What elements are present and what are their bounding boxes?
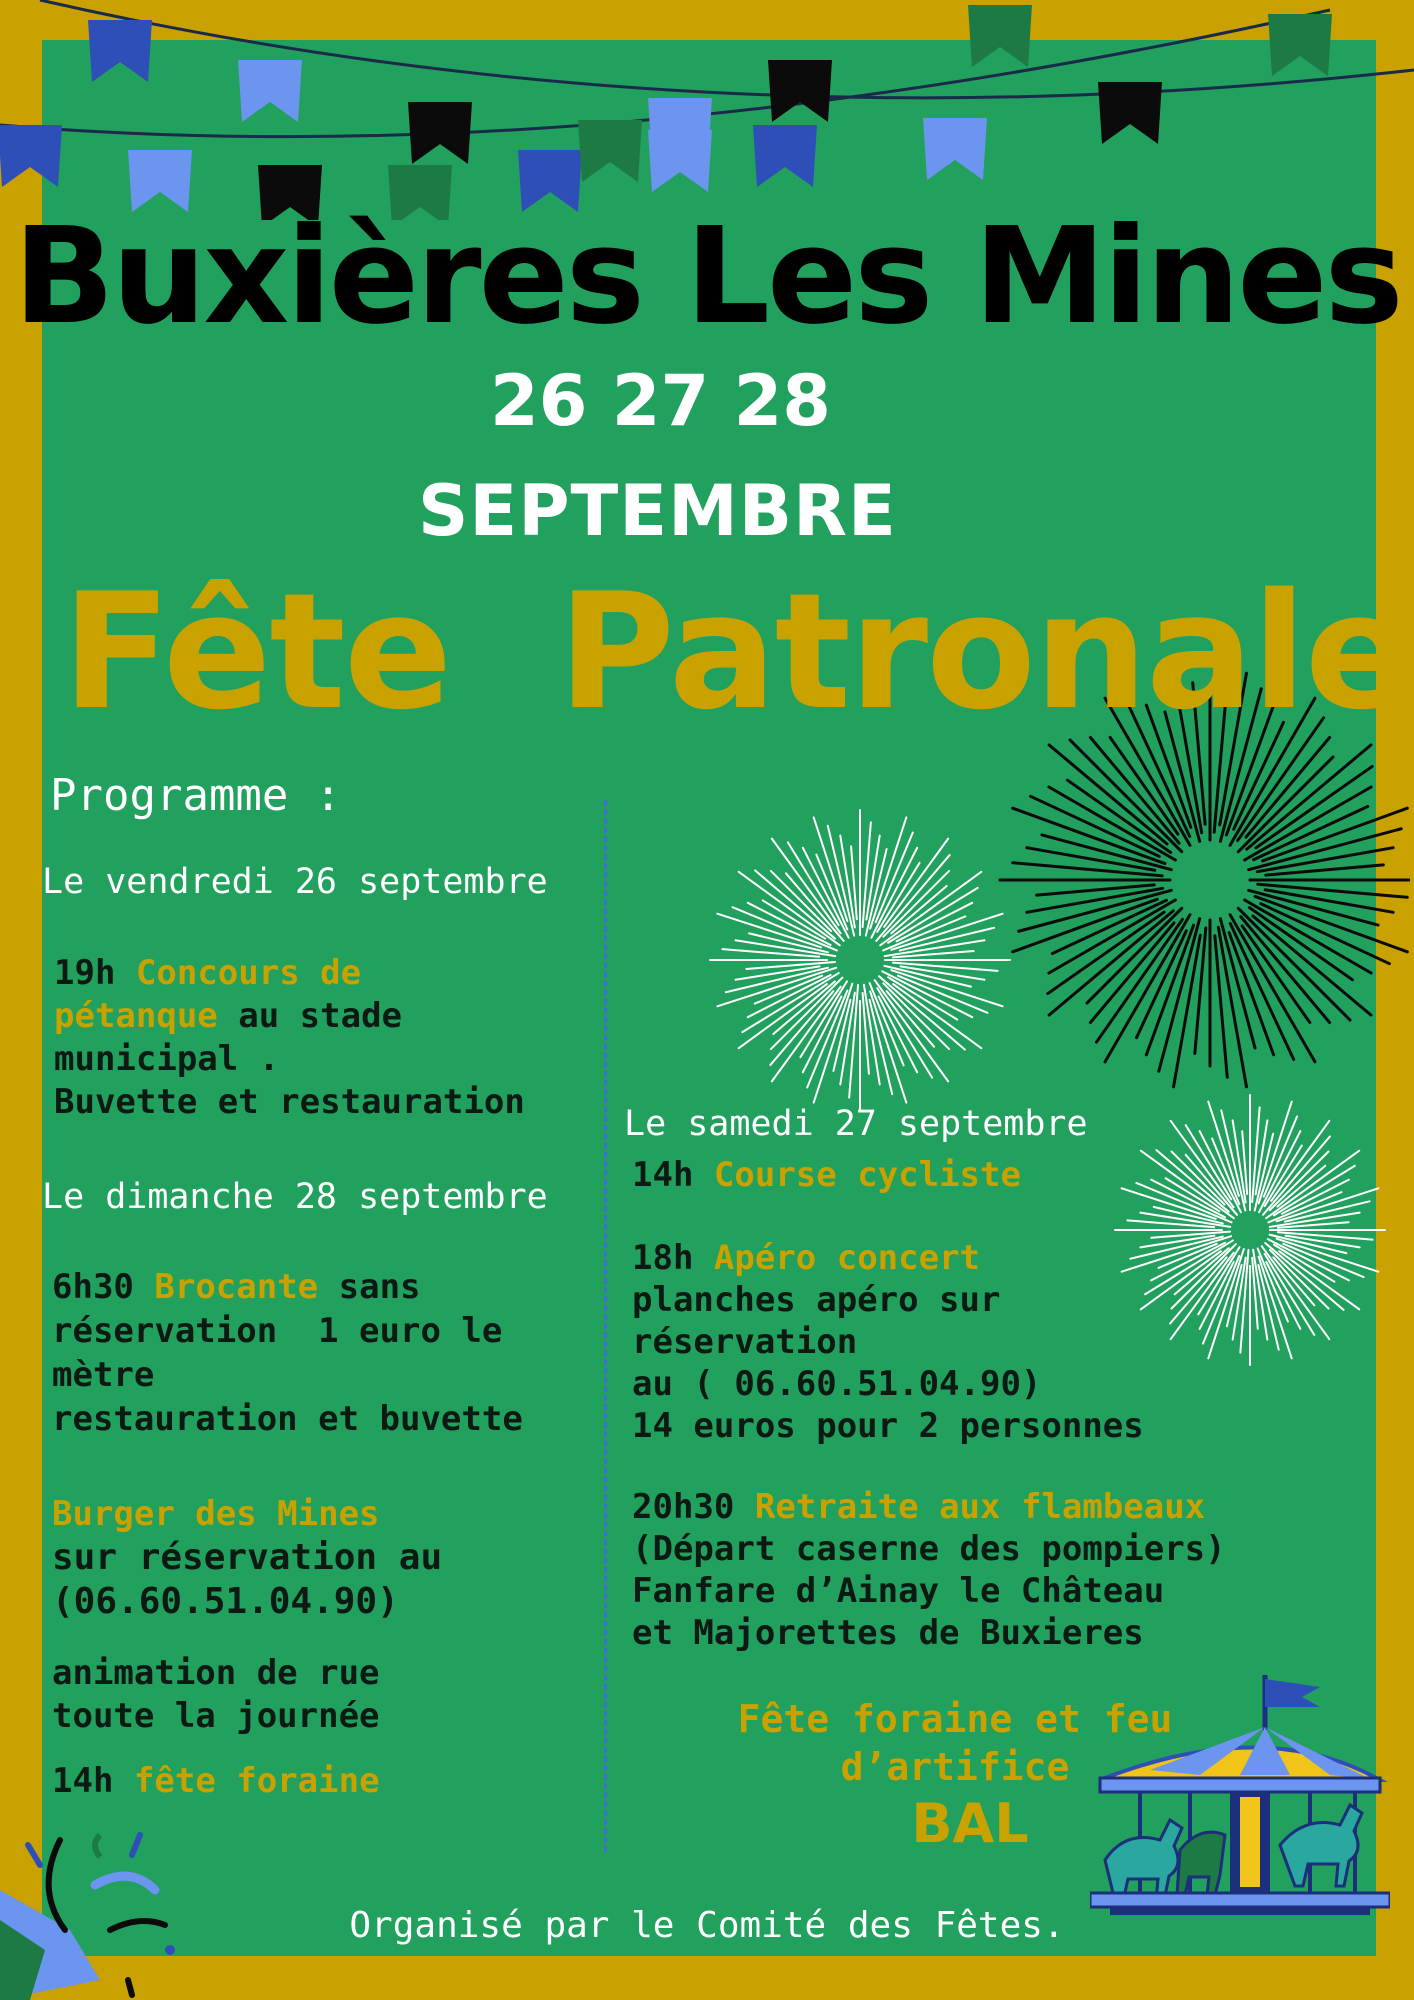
bunting-flag [578,120,642,182]
bunting-flag [88,20,152,82]
apero-line-3: réservation [632,1322,858,1362]
animation-line-1: animation de rue [52,1653,380,1693]
animation-line-2: toute la journée [52,1696,380,1736]
bunting-flag [1268,14,1332,76]
fair-time: 14h [52,1761,114,1801]
brocante-line-3: mètre [52,1355,155,1395]
friday-time: 19h [54,953,116,993]
brocante-line-2: réservation 1 euro le [52,1311,503,1351]
torch-time: 20h30 [632,1487,735,1527]
brocante-rest: sans [338,1267,421,1307]
friday-highlight-2: pétanque [54,996,218,1036]
friday-line-3: municipal . [54,1039,280,1079]
sunday-burger [52,1492,442,1624]
burger-line-3: (06.60.51.04.90) [52,1581,399,1622]
bunting-flag [768,60,832,122]
apero-line-5: 14 euros pour 2 personnes [632,1406,1144,1446]
bunting-flag [968,5,1032,67]
burger-line-2: sur réservation au [52,1537,443,1578]
sunday-brocante [52,1265,523,1441]
event-name: Fête Patronale [62,558,1412,745]
sunday-heading: Le dimanche 28 septembre [42,1177,548,1217]
bunting-flag [1098,82,1162,144]
town-title: Buxières Les Mines [13,200,1401,354]
brocante-highlight: Brocante [154,1267,319,1307]
bunting-flags-icon [0,0,1414,220]
friday-highlight-1: Concours de [135,953,362,993]
brocante-line-4: restauration et buvette [52,1399,523,1439]
sunday-fair [52,1760,380,1803]
finale-line-3: BAL [911,1792,1029,1855]
friday-heading: Le vendredi 26 septembre [42,862,548,902]
apero-line-4: au ( 06.60.51.04.90) [632,1364,1042,1404]
bunting-flag [753,125,817,187]
saturday-torch [632,1486,1226,1654]
bunting-flag [923,118,987,180]
cycle-time: 14h [632,1155,694,1195]
apero-line-2: planches apéro sur [632,1280,1001,1320]
sunday-animation [52,1652,380,1738]
cycle-highlight: Course cycliste [713,1155,1021,1195]
finale-line-2: d’artifice [840,1745,1070,1789]
apero-highlight: Apéro concert [713,1238,981,1278]
firework-burst-icon [710,810,1010,1110]
torch-highlight: Retraite aux flambeaux [754,1487,1206,1527]
footer-organizer: Organisé par le Comité des Fêtes. [349,1905,1065,1946]
saturday-apero [632,1237,1144,1447]
bunting-flag [238,60,302,122]
torch-line-3: Fanfare d’Ainay le Château [632,1571,1165,1611]
torch-line-4: et Majorettes de Buxieres [632,1613,1144,1653]
burger-highlight: Burger des Mines [52,1494,380,1534]
friday-rest-1: au stade [238,996,403,1036]
event-month: SEPTEMBRE [418,470,897,552]
brocante-time: 6h30 [52,1267,134,1307]
column-divider [604,800,607,1852]
event-dates: 26 27 28 [490,360,831,442]
torch-line-2: (Départ caserne des pompiers) [632,1529,1226,1569]
carousel-icon [1090,1675,1390,1930]
friday-line-4: Buvette et restauration [54,1082,525,1122]
finale-line-1: Fête foraine et feu [737,1697,1173,1741]
friday-event [54,952,525,1124]
bunting-flag [408,102,472,164]
programme-label: Programme : [50,770,342,821]
apero-time: 18h [632,1238,694,1278]
firework-burst-icon [1115,1095,1385,1365]
saturday-heading: Le samedi 27 septembre [624,1104,1088,1144]
saturday-cycle [632,1154,1021,1197]
bunting-flag [0,125,62,187]
fair-highlight: fête foraine [133,1761,380,1801]
